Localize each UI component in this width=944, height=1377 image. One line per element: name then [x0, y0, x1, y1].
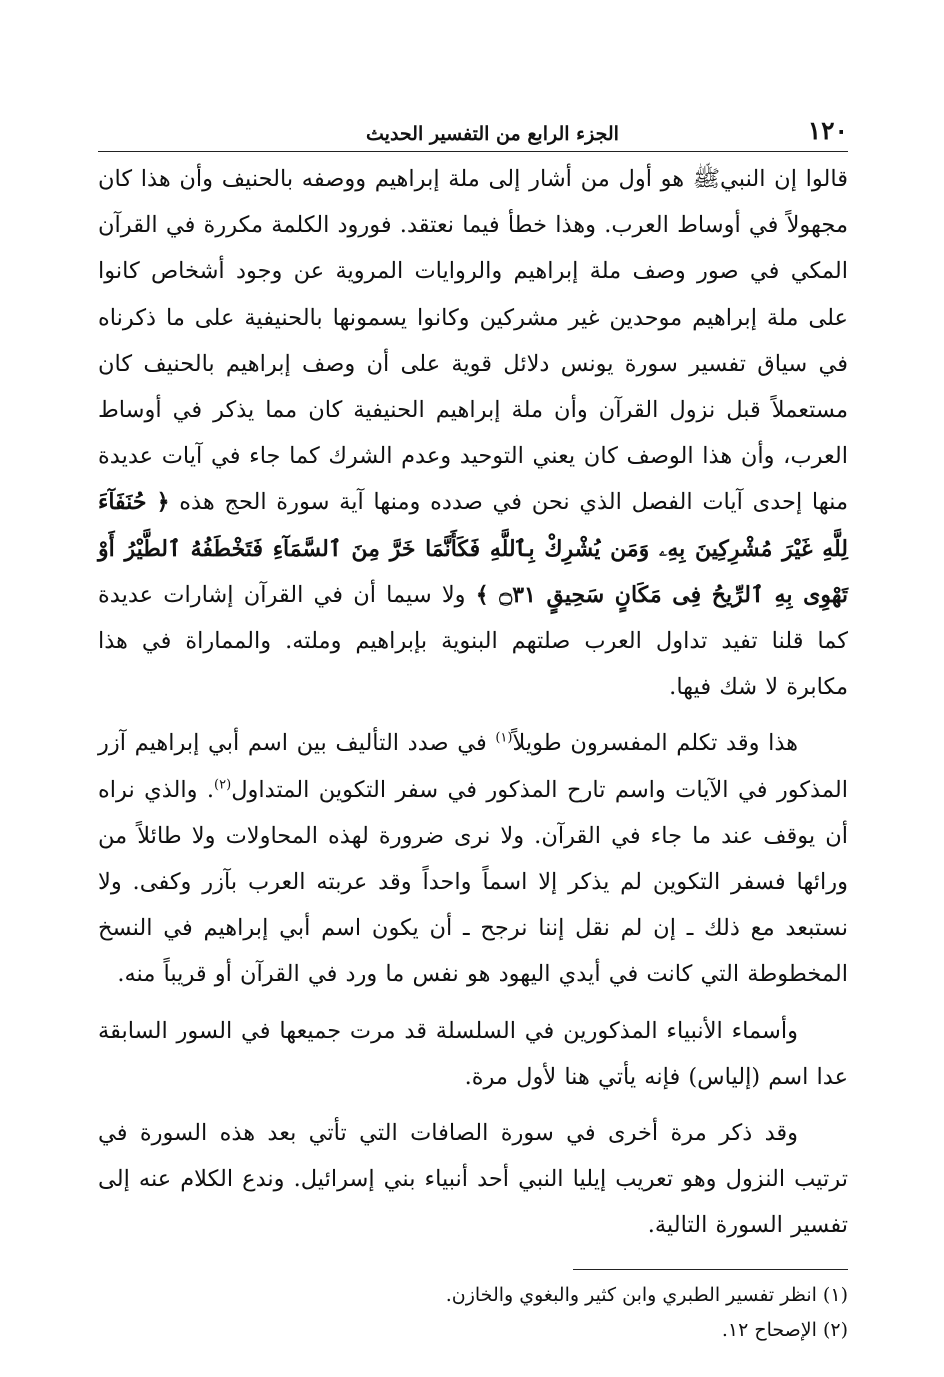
paragraph-1-text: قالوا إن النبيﷺ هو أول من أشار إلى ملة إبراهيم ووصفه بالحنيف وأن هذا كان مجهولاً في أوساط العرب. وهذا خطأ فيما نعتقد. فورود الكلمة مكررة في القرآن المكي في صور وصف ملة إبراهيم والروايات المروية عن وجود أشخاص كانوا على ملة إبراهيم موحدين غير مشركين وكانوا يسمونها بالحنيفية على ما ذكرناه في سياق تفسير سورة يونس دلائل قوية على أن وصف إبراهيم بالحنيف كان مستعملاً قبل نزول القرآن وأن ملة إبراهيم الحنيفية كان مما يذكر في أوساط العرب، وأن هذا الوصف كان يعني التوحيد وعدم الشرك كما جاء في آيات عديدة منها إحدى آيات الفصل الذي نحن في صدده ومنها آية سورة الحج هذه — [98, 166, 848, 516]
paragraph-3: وأسماء الأنبياء المذكورين في السلسلة قد مرت جميعها في السور السابقة عدا اسم (إلياس) فإنه يأتي هنا لأول مرة. — [98, 1017, 848, 1090]
page-header — [98, 112, 848, 152]
footnote-ref-2: (٢) — [214, 777, 232, 793]
book-page — [98, 112, 848, 1341]
paragraph-2-text-end: . والذي نراه أن يوقف عند ما جاء في القرآن. ولا نرى ضرورة لهذه المحاولات ولا طائلاً من ورائها فسفر التكوين لم يذكر إلا اسماً واحداً وقد عربته العرب بآزر وكفى. ولا نستبعد مع ذلك ـ إن لم نقل إننا نرجح ـ أن يكون اسم أبي إبراهيم في النسخ المخطوطة التي كانت في أيدي اليهود هو نفس ما ورد في القرآن أو قريباً منه. — [98, 776, 848, 988]
paragraph-1 — [98, 156, 848, 710]
footnotes — [98, 1278, 848, 1348]
quran-verse: ﴿ حُنَفَآءَ لِلَّهِ غَيْرَ مُشْرِكِينَ بِهِۦ وَمَن يُشْرِكْ بِٱللَّهِ فَكَأَنَّمَا خَرَّ مِنَ ٱلسَّمَآءِ فَتَخْطَفُهُ ٱلطَّيْرُ أَوْ تَهْوِى بِهِ ٱلرِّيحُ فِى مَكَانٍ سَحِيقٍ ۝٣١ ﴾ — [98, 489, 848, 608]
footnote-1: (١) انظر تفسير الطبري وابن كثير والبغوي والخازن. — [445, 1283, 848, 1306]
footnote-2: (٢) الإصحاح ١٢. — [721, 1318, 848, 1341]
paragraph-1-text-continued: ولا سيما أن في القرآن إشارات عديدة كما قلنا تفيد تداول العرب صلتهم البنوية بإبراهيم وملته. والمماراة في هذا مكابرة لا شك فيها. — [98, 581, 848, 701]
paragraph-2-text-middle: في صدد التأليف بين اسم أبي إبراهيم آزر المذكور في الآيات واسم تارح المذكور في سفر التكوين المتداول — [98, 730, 848, 803]
running-title: الجزء الرابع من التفسير الحديث — [366, 123, 619, 145]
paragraph-2 — [98, 720, 848, 997]
footnote-ref-1: (١) — [495, 730, 513, 746]
paragraph-2-text: هذا وقد تكلم المفسرون طويلاً — [512, 730, 798, 757]
page-number: ١٢٠ — [807, 116, 848, 145]
footnote-divider — [573, 1269, 848, 1270]
paragraph-4: وقد ذكر مرة أخرى في سورة الصافات التي تأتي بعد هذه السورة في ترتيب النزول وهو تعريب إيليا النبي أحد أنبياء بني إسرائيل. وندع الكلام عنه إلى تفسير السورة التالية. — [98, 1120, 848, 1239]
body-text — [98, 156, 848, 1249]
